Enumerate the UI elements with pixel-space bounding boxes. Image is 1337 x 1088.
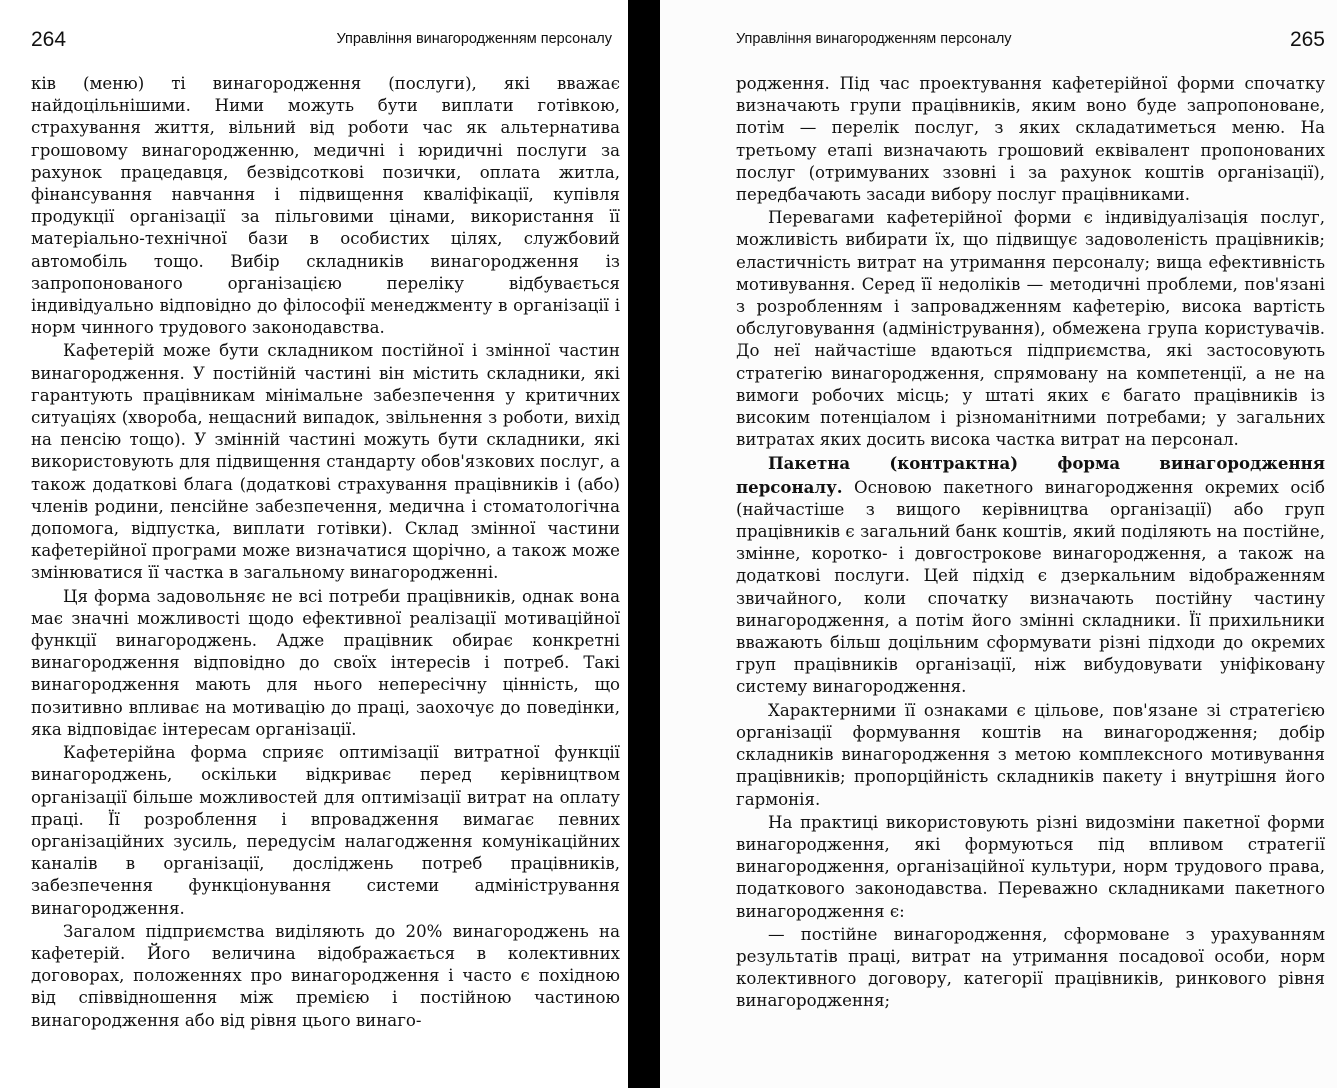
- paragraph-text: Основою пакетного винагородження окремих осіб (найчастіше з вищого керівництва організації) або груп працівників є загальний банк коштів, який поділяють на постійне, змінне, коротко- і довгострокове винагородження, а також на додаткові послуги. Цей підхід є дзеркальним відображенням звичайного, коли спочатку визначають постійну частину винагородження, а потім його змінні складники. Її прихильники вважають більш доцільним сформувати різні підходи до окремих груп працівників організації, ніж вибудовувати уніфіковану систему винагородження.: [736, 477, 1325, 697]
- right-page-header: [736, 0, 1325, 54]
- right-page: [660, 0, 1337, 1088]
- left-page-header: [31, 0, 620, 54]
- left-page: [0, 0, 628, 1088]
- paragraph: Кафетерійна форма сприяє оптимізації витратної функції винагороджень, оскільки відкриває перед керівництвом організації більше можливостей для оптимізації витрат на оплату праці. Її розроблення і впровадження вимагає певних організаційних зусиль, передусім налагодження комунікаційних каналів в організації, досліджень потреб працівників, забезпечення функціонування системи адміністрування винагородження.: [31, 743, 620, 918]
- section-heading: Пакетна (контрактна) форма винагородження персоналу.: [736, 453, 1325, 497]
- paragraph: ків (меню) ті винагородження (послуги), які вважає найдоцільнішими. Ними можуть бути виплати готівкою, страхування життя, вільний від роботи час як альтернатива грошовому винагородженню, медичні і юридичні послуги за рахунок працедавця, безвідсоткові позички, оплата житла, фінансування навчання і підвищення кваліфікації, купівля продукції організації за пільговими цінами, використання її матеріально-технічної бази в особистих цілях, службовий автомобіль тощо. Вибір складників винагородження із запропонованого організацією переліку відбувається індивідуально відповідно до філософії менеджменту в організації і норм чинного трудового законодавства.: [31, 74, 620, 338]
- page-number: 264: [31, 28, 67, 51]
- paragraph: Характерними її ознаками є цільове, пов'язане зі стратегією організації формування коштів на винагородження; добір складників винагородження з метою комплексного мотивування працівників; пропорційність складників пакету і внутрішня його гармонія.: [736, 700, 1325, 809]
- page-number: 265: [1289, 28, 1325, 51]
- running-head: Управління винагородженням персоналу: [336, 31, 612, 47]
- paragraph: Загалом підприємства виділяють до 20% винагороджень на кафетерій. Його величина відображається в колективних договорах, положеннях про винагородження і часто є похідною від співвідношення між премією і постійною частиною винагородження або від рівня цього винаго-: [31, 921, 620, 1030]
- paragraph: На практиці використовують різні видозміни пакетної форми винагородження, які формуються під впливом стратегії винагородження, організаційної культури, норм трудового права, податкового законодавства. Переважно складниками пакетного винагородження є:: [736, 812, 1325, 921]
- paragraph: Кафетерій може бути складником постійної і змінної частин винагородження. У постійній частині він містить складники, які гарантують працівникам мінімальне забезпечення у критичних ситуаціях (хвороба, нещасний випадок, звільнення з роботи, вихід на пенсію тощо). У змінній частині можуть бути складники, які використовують для підвищення стандарту обов'язкових послуг, а також додаткові блага (додаткові страхування працівників і (або) членів родини, пенсійне забезпечення, медична і стоматологічна допомога, відпустка, виплати готівки). Склад змінної частини кафетерійної програми може визначатися щорічно, а також може змінюватися її частка в загальному винагородженні.: [31, 341, 620, 583]
- paragraph: [736, 452, 1325, 698]
- running-head: Управління винагородженням персоналу: [736, 31, 1012, 47]
- paragraph: Перевагами кафетерійної форми є індивідуалізація послуг, можливість вибирати їх, що підвищує задоволеність працівників; еластичність витрат на утримання персоналу; вища ефективність мотивування. Серед її недоліків — методичні проблеми, пов'язані з розробленням і запровадженням кафетерію, висока вартість обслуговування (адміністрування), обмежена група користувачів. До неї найчастіше вдаються підприємства, які застосовують стратегію винагородження, спрямовану на компетенції, а не на вимоги робочих місць; у штаті яких є багато працівників із високим потенціалом і різноманітними потребами; у загальних витратах яких досить висока частка витрат на персонал.: [736, 208, 1325, 450]
- left-page-body: [31, 73, 620, 1032]
- book-gutter: [628, 0, 660, 1088]
- paragraph: Ця форма задовольняє не всі потреби працівників, однак вона має значні можливості щодо ефективної реалізації мотиваційної функції винагороджень. Адже працівник обирає конкретні винагородження відповідно до своїх інтересів і потреб. Такі винагородження мають для нього непересічну цінність, що позитивно впливає на мотивацію до праці, заохочує до поведінки, яка відповідає інтересам організації.: [31, 586, 620, 739]
- right-page-body: [736, 73, 1325, 1013]
- list-item: — постійне винагородження, сформоване з урахуванням результатів праці, витрат на утримання посадової особи, норм колективного договору, категорії працівників, ринкового рівня винагородження;: [736, 924, 1325, 1011]
- paragraph: родження. Під час проектування кафетерійної форми спочатку визначають групи працівників, яким воно буде запропоноване, потім — перелік послуг, з яких складатиметься меню. На третьому етапі визначають грошовий еквівалент пропонованих послуг (отримуваних ззовні і за рахунок коштів організації), передбачають засади вибору послуг працівниками.: [736, 74, 1325, 205]
